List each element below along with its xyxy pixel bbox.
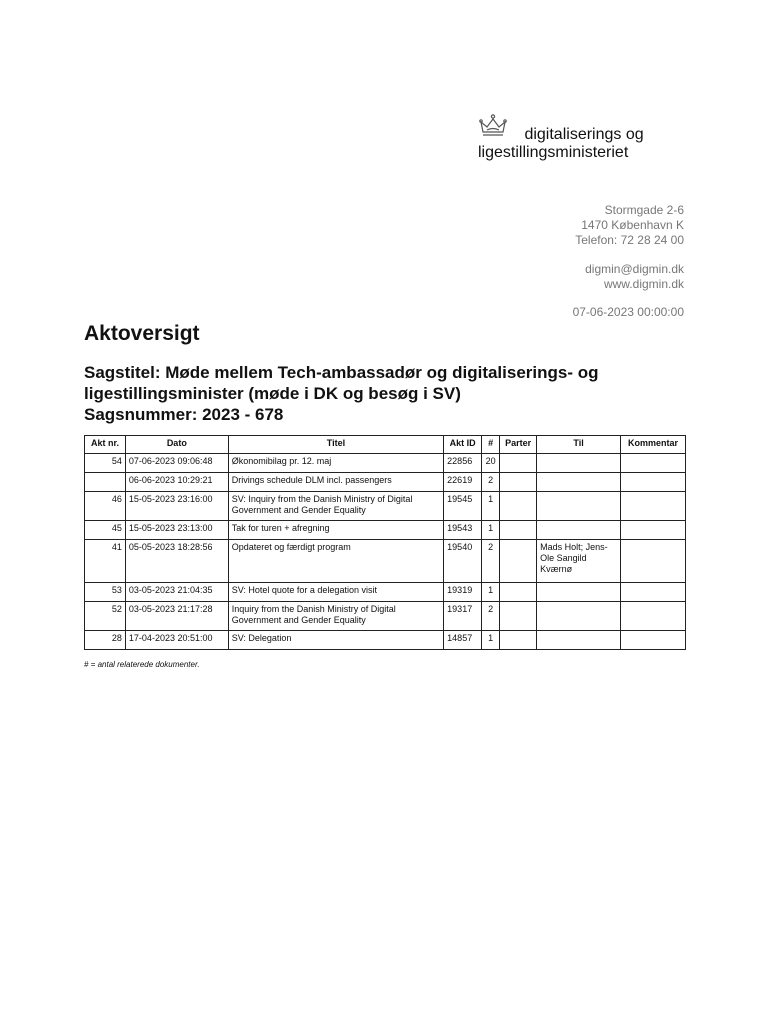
column-header: Parter [500,436,537,454]
column-header: Kommentar [620,436,685,454]
cell-kommentar [620,454,685,473]
cell-titel: Opdateret og færdigt program [228,540,443,583]
table-row [85,473,686,492]
cell-akt-nr: 28 [85,631,126,650]
cell-akt-id: 22619 [444,473,482,492]
crown-icon [478,113,508,139]
address-phone: Telefon: 72 28 24 00 [575,233,684,247]
column-header: Til [537,436,621,454]
table-row [85,540,686,583]
cell-count: 2 [482,602,500,631]
column-header: Akt ID [444,436,482,454]
cell-parter [500,492,537,521]
column-header: Akt nr. [85,436,126,454]
address-city: 1470 København K [581,218,684,232]
cell-dato: 03-05-2023 21:17:28 [125,602,228,631]
cell-akt-nr: 53 [85,583,126,602]
cell-til: Mads Holt; Jens-Ole Sangild Kværnø [537,540,621,583]
table-row [85,492,686,521]
cell-count: 20 [482,454,500,473]
cell-titel: Drivings schedule DLM incl. passengers [228,473,443,492]
case-title: Sagstitel: Møde mellem Tech-ambassadør og digitaliserings- og ligestillingsminister (møde i DK og besøg i SV) [84,363,599,403]
contact-email: digmin@digmin.dk [585,262,684,276]
address-street: Stormgade 2-6 [604,203,684,217]
column-header: Titel [228,436,443,454]
cell-akt-nr: 41 [85,540,126,583]
cell-til [537,473,621,492]
cell-akt-id: 19543 [444,521,482,540]
cell-titel: SV: Hotel quote for a delegation visit [228,583,443,602]
document-date: 07-06-2023 00:00:00 [572,305,684,319]
cell-kommentar [620,583,685,602]
cell-akt-id: 14857 [444,631,482,650]
cell-count: 1 [482,583,500,602]
cell-akt-id: 19540 [444,540,482,583]
cell-akt-nr: 52 [85,602,126,631]
cell-parter [500,631,537,650]
cell-til [537,454,621,473]
cell-kommentar [620,521,685,540]
cell-kommentar [620,602,685,631]
logo-line-2: ligestillingsministeriet [478,144,629,161]
cell-til [537,521,621,540]
cell-akt-nr: 46 [85,492,126,521]
cell-akt-nr: 54 [85,454,126,473]
logo-line-1: digitaliserings og [524,126,644,143]
cell-count: 1 [482,631,500,650]
cell-parter [500,454,537,473]
case-number: Sagsnummer: 2023 - 678 [84,405,284,424]
table-footnote: # = antal relaterede dokumenter. [84,660,200,669]
case-header [84,362,694,425]
cell-count: 1 [482,492,500,521]
cell-dato: 15-05-2023 23:13:00 [125,521,228,540]
cell-til [537,602,621,631]
cell-count: 2 [482,473,500,492]
address-block [575,203,684,248]
table-header-row [85,436,686,454]
cell-dato: 15-05-2023 23:16:00 [125,492,228,521]
cell-count: 1 [482,521,500,540]
cell-parter [500,602,537,631]
cell-kommentar [620,492,685,521]
cell-akt-id: 19319 [444,583,482,602]
cell-dato: 17-04-2023 20:51:00 [125,631,228,650]
page-title: Aktoversigt [84,322,200,345]
documents-table [84,435,686,650]
cell-titel: SV: Inquiry from the Danish Ministry of Digital Government and Gender Equality [228,492,443,521]
cell-titel: Tak for turen + afregning [228,521,443,540]
contact-website: www.digmin.dk [603,277,684,291]
cell-parter [500,583,537,602]
cell-kommentar [620,631,685,650]
cell-til [537,631,621,650]
cell-count: 2 [482,540,500,583]
cell-titel: Økonomibilag pr. 12. maj [228,454,443,473]
cell-kommentar [620,473,685,492]
cell-parter [500,521,537,540]
table-row [85,521,686,540]
cell-titel: Inquiry from the Danish Ministry of Digital Government and Gender Equality [228,602,443,631]
cell-parter [500,473,537,492]
column-header: Dato [125,436,228,454]
ministry-logo [478,113,644,162]
cell-akt-id: 19545 [444,492,482,521]
table-row [85,454,686,473]
table-row [85,583,686,602]
column-header: # [482,436,500,454]
cell-titel: SV: Delegation [228,631,443,650]
cell-til [537,583,621,602]
cell-kommentar [620,540,685,583]
table-row [85,631,686,650]
cell-akt-id: 22856 [444,454,482,473]
table-row [85,602,686,631]
cell-dato: 06-06-2023 10:29:21 [125,473,228,492]
cell-akt-id: 19317 [444,602,482,631]
contact-block [585,262,684,292]
cell-dato: 07-06-2023 09:06:48 [125,454,228,473]
cell-akt-nr: 45 [85,521,126,540]
cell-parter [500,540,537,583]
cell-dato: 03-05-2023 21:04:35 [125,583,228,602]
cell-dato: 05-05-2023 18:28:56 [125,540,228,583]
cell-til [537,492,621,521]
cell-akt-nr [85,473,126,492]
